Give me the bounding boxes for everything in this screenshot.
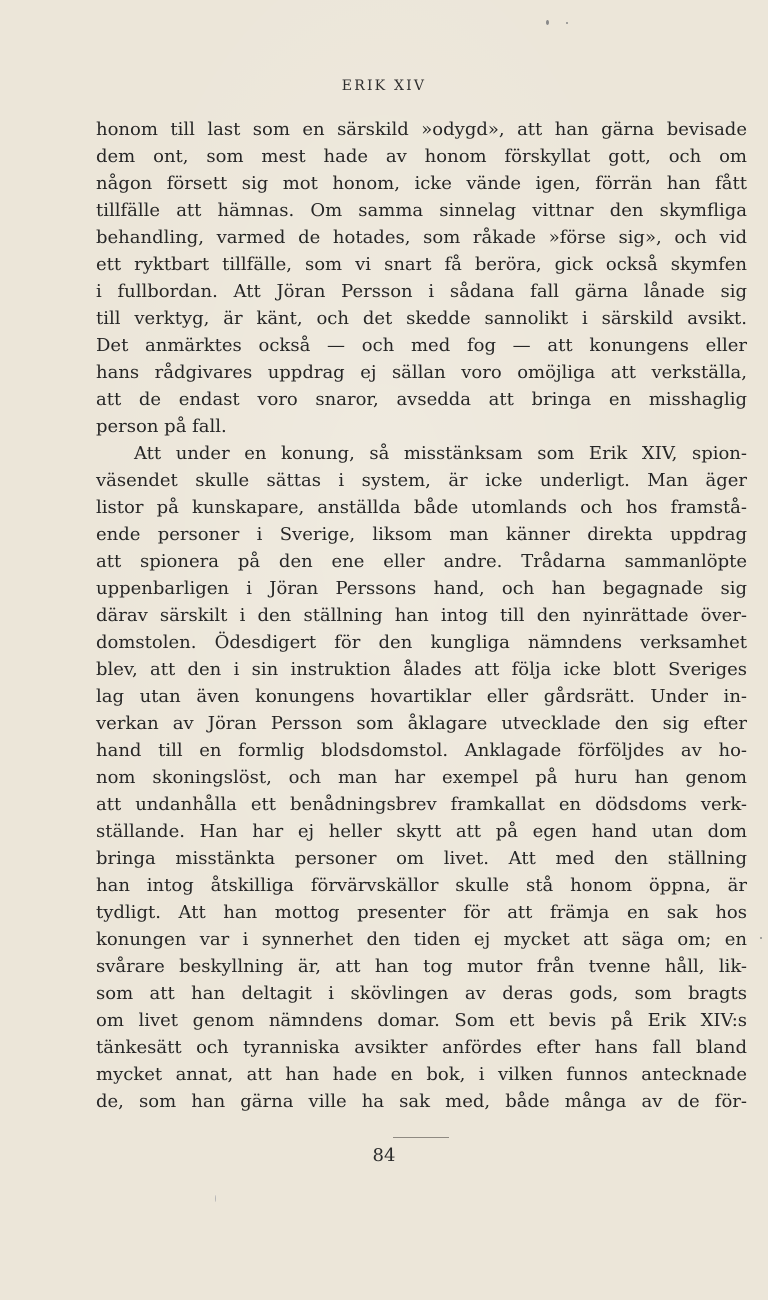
text-line: bringa misstänkta personer om livet. Att med den ställning bbox=[96, 848, 747, 869]
text-line: ende personer i Sverige, liksom man känner direkta uppdrag bbox=[96, 524, 747, 545]
text-line: att undanhålla ett benådningsbrev framkallat en dödsdoms verk- bbox=[96, 794, 747, 815]
text-line: i fullbordan. Att Jöran Persson i sådana fall gärna lånade sig bbox=[96, 281, 747, 302]
text-line: att spionera på den ene eller andre. Trådarna sammanlöpte bbox=[96, 551, 747, 572]
text-line: som att han deltagit i skövlingen av deras gods, som bragts bbox=[96, 983, 747, 1004]
page-number: 84 bbox=[372, 1145, 396, 1166]
text-line: mycket annat, att han hade en bok, i vilken funnos antecknade bbox=[96, 1064, 747, 1085]
page-number-rule bbox=[393, 1137, 449, 1138]
paragraph-start-line: Att under en konung, så misstänksam som Erik XIV, spion- bbox=[134, 443, 747, 464]
text-line: lag utan även konungens hovartiklar eller gårdsrätt. Under in- bbox=[96, 686, 747, 707]
text-line: tillfälle att hämnas. Om samma sinnelag vittnar den skymfliga bbox=[96, 200, 747, 221]
text-line: tänkesätt och tyranniska avsikter anfördes efter hans fall bland bbox=[96, 1037, 747, 1058]
text-line: konungen var i synnerhet den tiden ej mycket att säga om; en bbox=[96, 929, 747, 950]
paper-speck bbox=[546, 20, 549, 25]
text-line: hans rådgivares uppdrag ej sällan voro omöjliga att verkställa, bbox=[96, 362, 747, 383]
running-head: ERIK XIV bbox=[341, 78, 427, 94]
text-line: därav särskilt i den ställning han intog till den nyinrättade över- bbox=[96, 605, 747, 626]
paper-speck bbox=[215, 1195, 216, 1202]
text-line: blev, att den i sin instruktion ålades att följa icke blott Sveriges bbox=[96, 659, 747, 680]
text-line: väsendet skulle sättas i system, är icke underligt. Man äger bbox=[96, 470, 747, 491]
text-line: svårare beskyllning är, att han tog mutor från tvenne håll, lik- bbox=[96, 956, 747, 977]
text-line: att de endast voro snaror, avsedda att bringa en misshaglig bbox=[96, 389, 747, 410]
text-line: verkan av Jöran Persson som åklagare utvecklade den sig efter bbox=[96, 713, 747, 734]
text-line: Det anmärktes också — och med fog — att konungens eller bbox=[96, 335, 747, 356]
text-line: till verktyg, är känt, och det skedde sannolikt i särskild avsikt. bbox=[96, 308, 747, 329]
paper-speck bbox=[760, 937, 762, 939]
text-line: han intog åtskilliga förvärvskällor skulle stå honom öppna, är bbox=[96, 875, 747, 896]
text-line: nom skoningslöst, och man har exempel på huru han genom bbox=[96, 767, 747, 788]
text-line: ett ryktbart tillfälle, som vi snart få beröra, gick också skymfen bbox=[96, 254, 747, 275]
text-line: listor på kunskapare, anställda både utomlands och hos framstå- bbox=[96, 497, 747, 518]
text-line: om livet genom nämndens domar. Som ett bevis på Erik XIV:s bbox=[96, 1010, 747, 1031]
text-line: domstolen. Ödesdigert för den kungliga nämndens verksamhet bbox=[96, 632, 747, 653]
text-line: honom till last som en särskild »odygd», att han gärna bevisade bbox=[96, 119, 747, 140]
text-line: hand till en formlig blodsdomstol. Anklagade förföljdes av ho- bbox=[96, 740, 747, 761]
body-text bbox=[96, 116, 747, 1115]
text-line: de, som han gärna ville ha sak med, både många av de för- bbox=[96, 1091, 747, 1112]
paper-speck bbox=[566, 22, 568, 24]
paragraph-end-line: person på fall. bbox=[96, 416, 227, 437]
text-line: tydligt. Att han mottog presenter för att främja en sak hos bbox=[96, 902, 747, 923]
text-line: uppenbarligen i Jöran Perssons hand, och han begagnade sig bbox=[96, 578, 747, 599]
text-line: ställande. Han har ej heller skytt att på egen hand utan dom bbox=[96, 821, 747, 842]
text-line: någon försett sig mot honom, icke vände igen, förrän han fått bbox=[96, 173, 747, 194]
text-line: behandling, varmed de hotades, som råkade »förse sig», och vid bbox=[96, 227, 747, 248]
text-line: dem ont, som mest hade av honom förskyllat gott, och om bbox=[96, 146, 747, 167]
